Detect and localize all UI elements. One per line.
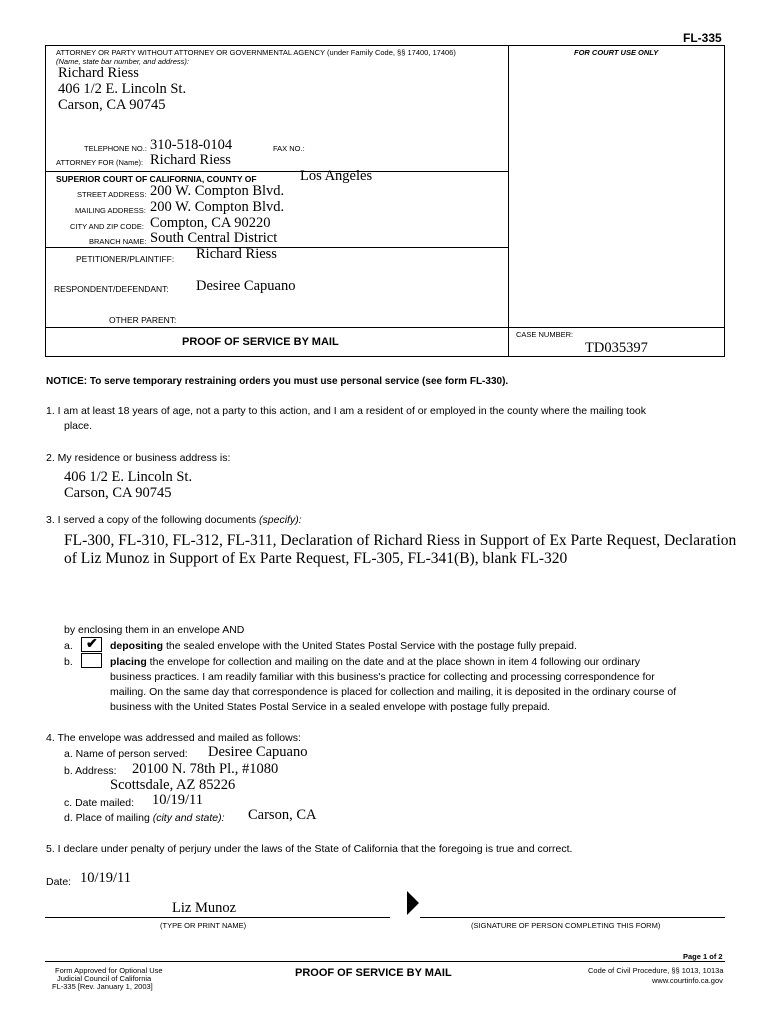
header-right-border [724, 45, 725, 357]
option-b-text-4: business with the United States Postal Service in a sealed envelope with postage fully prepaid. [110, 701, 551, 713]
enclosing-text: by enclosing them in an envelope AND [64, 624, 245, 636]
item4-b-value-1: 20100 N. 78th Pl., #1080 [132, 761, 279, 777]
type-print-label: (TYPE OR PRINT NAME) [160, 921, 247, 930]
other-parent-label: OTHER PARENT: [109, 315, 177, 325]
form-number: FL-335 [683, 31, 722, 45]
option-b-text-2: business practices. I am readily familiar with this business's practice for collecting and processing correspondence for [110, 671, 655, 683]
case-number-value: TD035397 [585, 340, 648, 356]
footer-title: PROOF OF SERVICE BY MAIL [295, 967, 452, 979]
option-b-rest: the envelope for collection and mailing on the date and at the place shown in item 4 following our ordinary [146, 656, 640, 668]
branch-label: BRANCH NAME: [89, 237, 147, 246]
item4-a-value: Desiree Capuano [208, 744, 308, 760]
option-b-checkbox[interactable] [81, 653, 102, 668]
item4-b-value-2: Scottsdale, AZ 85226 [110, 777, 236, 793]
footer-rule [45, 961, 725, 962]
item4-b-label: b. Address: [64, 765, 117, 777]
date-value: 10/19/11 [80, 870, 132, 886]
mailing-label: MAILING ADDRESS: [75, 206, 146, 215]
street-value: 200 W. Compton Blvd. [150, 183, 285, 199]
item5: 5. I declare under penalty of perjury under the laws of the State of California that the foregoing is true and correct. [46, 843, 573, 855]
item4-a-label: a. Name of person served: [64, 748, 188, 760]
item4-d-label-text: d. Place of mailing [64, 812, 150, 824]
item3-documents-1: FL-300, FL-310, FL-312, FL-311, Declaration of Richard Riess in Support of Ex Parte Request, Declaration [64, 532, 737, 549]
notice: NOTICE: To serve temporary restraining orders you must use personal service (see form FL-330). [46, 376, 509, 387]
signature-arrow-icon [406, 891, 420, 915]
option-a-text [110, 640, 577, 652]
item4-c-value: 10/19/11 [152, 792, 204, 808]
printed-name-line [45, 917, 390, 918]
item3-label-text: 3. I served a copy of the following documents [46, 514, 257, 526]
option-b-bold: placing [110, 656, 147, 668]
footer-code: Code of Civil Procedure, §§ 1013, 1013a [588, 966, 724, 975]
title-top-border [45, 327, 725, 328]
respondent-label: RESPONDENT/DEFENDANT: [54, 284, 169, 294]
item3-label-italic: (specify): [259, 514, 302, 526]
item2-label: 2. My residence or business address is: [46, 452, 231, 464]
option-b-letter: b. [64, 656, 73, 668]
checkmark-icon: ✔ [86, 635, 98, 651]
page-number: Page 1 of 2 [683, 952, 723, 961]
branch-value: South Central District [150, 230, 278, 246]
attorney-name: Richard Riess [58, 65, 139, 81]
mailing-value: 200 W. Compton Blvd. [150, 199, 285, 215]
attorney-address-2: Carson, CA 90745 [58, 97, 166, 113]
item2-address-2: Carson, CA 90745 [64, 485, 172, 501]
signature-line [420, 917, 725, 918]
form-title: PROOF OF SERVICE BY MAIL [182, 336, 339, 348]
header-left-border [45, 45, 46, 357]
city-value: Compton, CA 90220 [150, 215, 271, 231]
option-a-bold: depositing [110, 640, 164, 652]
item4-d-value: Carson, CA [248, 807, 317, 823]
court-top-border [45, 171, 508, 172]
case-number-label: CASE NUMBER: [516, 330, 574, 339]
footer-approved-3: FL-335 [Rev. January 1, 2003] [52, 982, 153, 991]
attorney-for-label: ATTORNEY FOR (Name): [56, 158, 144, 167]
city-label: CITY AND ZIP CODE: [70, 222, 144, 231]
item4-d-label [64, 812, 225, 824]
attorney-for-value: Richard Riess [150, 152, 231, 168]
petitioner-value: Richard Riess [196, 246, 277, 262]
court-title-label: SUPERIOR COURT OF CALIFORNIA, COUNTY OF [56, 174, 257, 184]
item1-line2: place. [64, 420, 93, 432]
option-a-rest: the sealed envelope with the United States Postal Service with the postage fully prepaid. [163, 640, 577, 652]
option-b-text-3: mailing. On the same day that correspondence is placed for collection and mailing, it is deposited in the ordinary course of [110, 686, 677, 698]
telephone-label: TELEPHONE NO.: [84, 144, 147, 153]
option-a-checkbox[interactable] [81, 637, 102, 652]
signature-label: (SIGNATURE OF PERSON COMPLETING THIS FORM) [471, 921, 661, 930]
item2-address-1: 406 1/2 E. Lincoln St. [64, 469, 193, 485]
fax-label: FAX NO.: [273, 144, 305, 153]
option-b-text-1 [110, 656, 640, 668]
item4-d-label-italic: (city and state): [152, 812, 225, 824]
attorney-sublabel: (Name, state bar number, and address): [56, 57, 189, 66]
printed-name: Liz Munoz [172, 900, 237, 916]
header-top-border [45, 45, 725, 46]
petitioner-label: PETITIONER/PLAINTIFF: [76, 254, 175, 264]
item3-label [46, 514, 302, 526]
item1-line1: 1. I am at least 18 years of age, not a party to this action, and I am a resident of or employed in the county where the mailing took [46, 405, 647, 417]
court-use-label: FOR COURT USE ONLY [574, 48, 659, 57]
attorney-address-1: 406 1/2 E. Lincoln St. [58, 81, 187, 97]
option-a-letter: a. [64, 640, 73, 652]
court-county: Los Angeles [300, 168, 373, 184]
street-label: STREET ADDRESS: [77, 190, 147, 199]
attorney-label: ATTORNEY OR PARTY WITHOUT ATTORNEY OR GOVERNMENTAL AGENCY (under Family Code, §§ 17400, 17406) [56, 48, 456, 57]
footer-approved-1: Form Approved for Optional Use [55, 966, 163, 975]
telephone-value: 310-518-0104 [150, 137, 233, 153]
footer-approved-2: Judicial Council of California [57, 974, 152, 983]
date-label: Date: [46, 876, 72, 888]
footer-website[interactable]: www.courtinfo.ca.gov [652, 976, 723, 985]
item4-label: 4. The envelope was addressed and mailed as follows: [46, 732, 301, 744]
respondent-value: Desiree Capuano [196, 278, 296, 294]
header-divider [508, 45, 509, 357]
item4-c-label: c. Date mailed: [64, 797, 135, 809]
item3-documents-2: of Liz Munoz in Support of Ex Parte Request, FL-305, FL-341(B), blank FL-320 [64, 550, 568, 567]
